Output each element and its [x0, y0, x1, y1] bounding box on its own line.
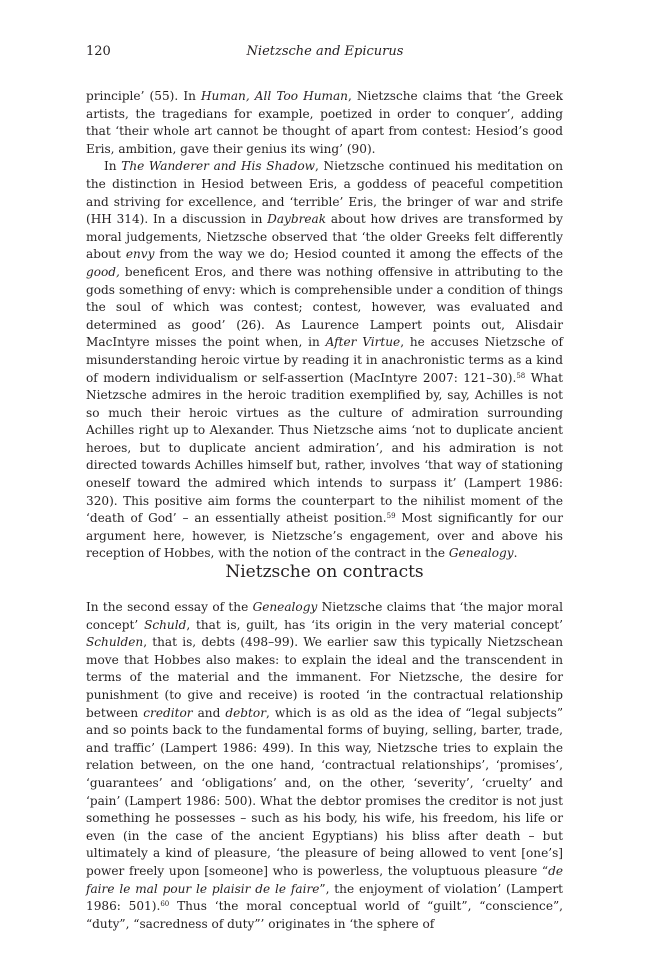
italic-text: creditor [143, 705, 193, 720]
text-run: , Nietzsche claims that ‘the Greek artists, the tragedians for example, poetized in order to conquer’, adding that ‘their whole art cannot be thought of apart from contest: Hesiod’s good Eris, ambition, gave their genius its wing’ (90). [86, 89, 563, 156]
running-title: Nietzsche and Epicurus [246, 44, 404, 59]
text-run: and [192, 705, 226, 720]
text-run: , that is, debts (498–99). We earlier saw this typically Nietzschean move that Hobbes also makes: to explain the ideal and the transcendent in terms of the material and the immanent. For Nietzsche, the desire for punishment (to give and receive) is rooted ‘in the contractual relationship between [86, 635, 563, 720]
section-1-body [86, 88, 563, 563]
text-run: ”, the enjoyment of violation’ (Lampert 1986: 501). [86, 881, 563, 914]
text-run: , he accuses Nietzsche of misunderstanding heroic virtue by reading it in anachronistic terms as a kind of modern individualism or self-assertion (MacIntyre 2007: 121–30). [86, 335, 563, 385]
footnote-ref: 59 [386, 512, 396, 521]
text-run: In [104, 159, 122, 174]
text-run: . [513, 546, 518, 561]
italic-text: good, [86, 264, 120, 279]
italic-text: envy [125, 247, 155, 262]
section-heading: Nietzsche on contracts [225, 562, 424, 582]
italic-text: debtor [225, 705, 266, 720]
text-run: , which is as old as the idea of “legal subjects” and so points back to the fundamental forms of buying, selling, barter, trade, and traffic’ (Lampert 1986: 499). In this way, Nietzsche tries to explain the relation between, on the one hand, ‘contractual relationships’, ‘promises’, ‘guarantees’ and ‘obligations’ and, on the other, ‘severity’, ‘cruelty’ and ‘pain’ (Lampert 1986: 500). What the debtor promises the creditor is not just something he possesses – such as his body, his wife, his freedom, his life or even (in the case of the ancient Egyptians) his bliss after death – but ultimately a kind of pleasure, ‘the pleasure of being allowed to vent [one’s] power freely upon [someone] who is powerless, the voluptuous pleasure “ [86, 705, 564, 878]
running-head [86, 44, 564, 64]
footnote-ref: 58 [516, 371, 526, 380]
italic-text: Genealogy [448, 546, 514, 561]
italic-text: Schuld [144, 617, 187, 632]
text-run: Nietzsche claims that ‘the major moral concept’ [86, 600, 563, 632]
page-number: 120 [86, 44, 111, 59]
italic-text: Schulden [86, 635, 144, 650]
text-run: principle’ (55). In [86, 89, 202, 103]
paragraph [86, 599, 563, 933]
italic-text: Daybreak [267, 212, 327, 227]
text-run: In the second essay of the [86, 600, 253, 614]
text-run: Most significantly for our argument here, however, is Nietzsche’s engagement, over and above his reception of Hobbes, with the notion of the contract in the [86, 511, 563, 561]
text-run: Thus ‘the moral conceptual world of “guilt”, “conscience”, “duty”, “sacredness of duty”’ originates in ‘the sphere of [86, 899, 564, 931]
italic-text: The Wanderer and His Shadow [121, 159, 315, 174]
text-run: beneficent Eros, and there was nothing offensive in attributing to the gods something of envy: which is comprehensible under a condition of things the soul of which was contest; contest, however, was evaluated and determined as good’ (26). As Laurence Lampert points out, Alisdair MacIntyre misses the point when, in [86, 264, 563, 350]
paragraph [86, 158, 563, 563]
text-run: from the way we do; Hesiod counted it among the effects of the [154, 247, 563, 262]
footnote-ref: 60 [160, 900, 170, 909]
italic-text: Human, All Too Human [201, 89, 348, 103]
paragraph [86, 88, 563, 158]
text-run: , Nietzsche continued his meditation on the distinction in Hesiod between Eris, a goddess of peaceful competition and striving for excellence, and ‘terrible’ Eris, the bringer of war and strife (HH 314). In a discussion in [86, 159, 564, 227]
italic-text: Genealogy [252, 600, 318, 614]
italic-text: de faire le mal pour le plaisir de le faire [86, 863, 563, 896]
section-2-body [86, 599, 563, 933]
italic-text: After Virtue [325, 335, 401, 350]
text-run: What Nietzsche admires in the heroic tradition exemplified by, say, Achilles is not so much their heroic virtues as the culture of admiration surrounding Achilles right up to Alexander. Thus Nietzsche aims ‘not to duplicate ancient heroes, but to duplicate ancient admiration’, and his admiration is not directed towards Achilles himself but, rather, involves ‘that way of stationing oneself toward the admired which intends to surpass it’ (Lampert 1986: 320). This positive aim forms the counterpart to the nihilist moment of the ‘death of God’ – an essentially atheist position. [86, 370, 564, 526]
text-run: about how drives are transformed by moral judgements, Nietzsche observed that ‘the older Greeks felt differently about [86, 212, 563, 262]
text-run: , that is, guilt, has ‘its origin in the very material concept’ [186, 617, 563, 632]
